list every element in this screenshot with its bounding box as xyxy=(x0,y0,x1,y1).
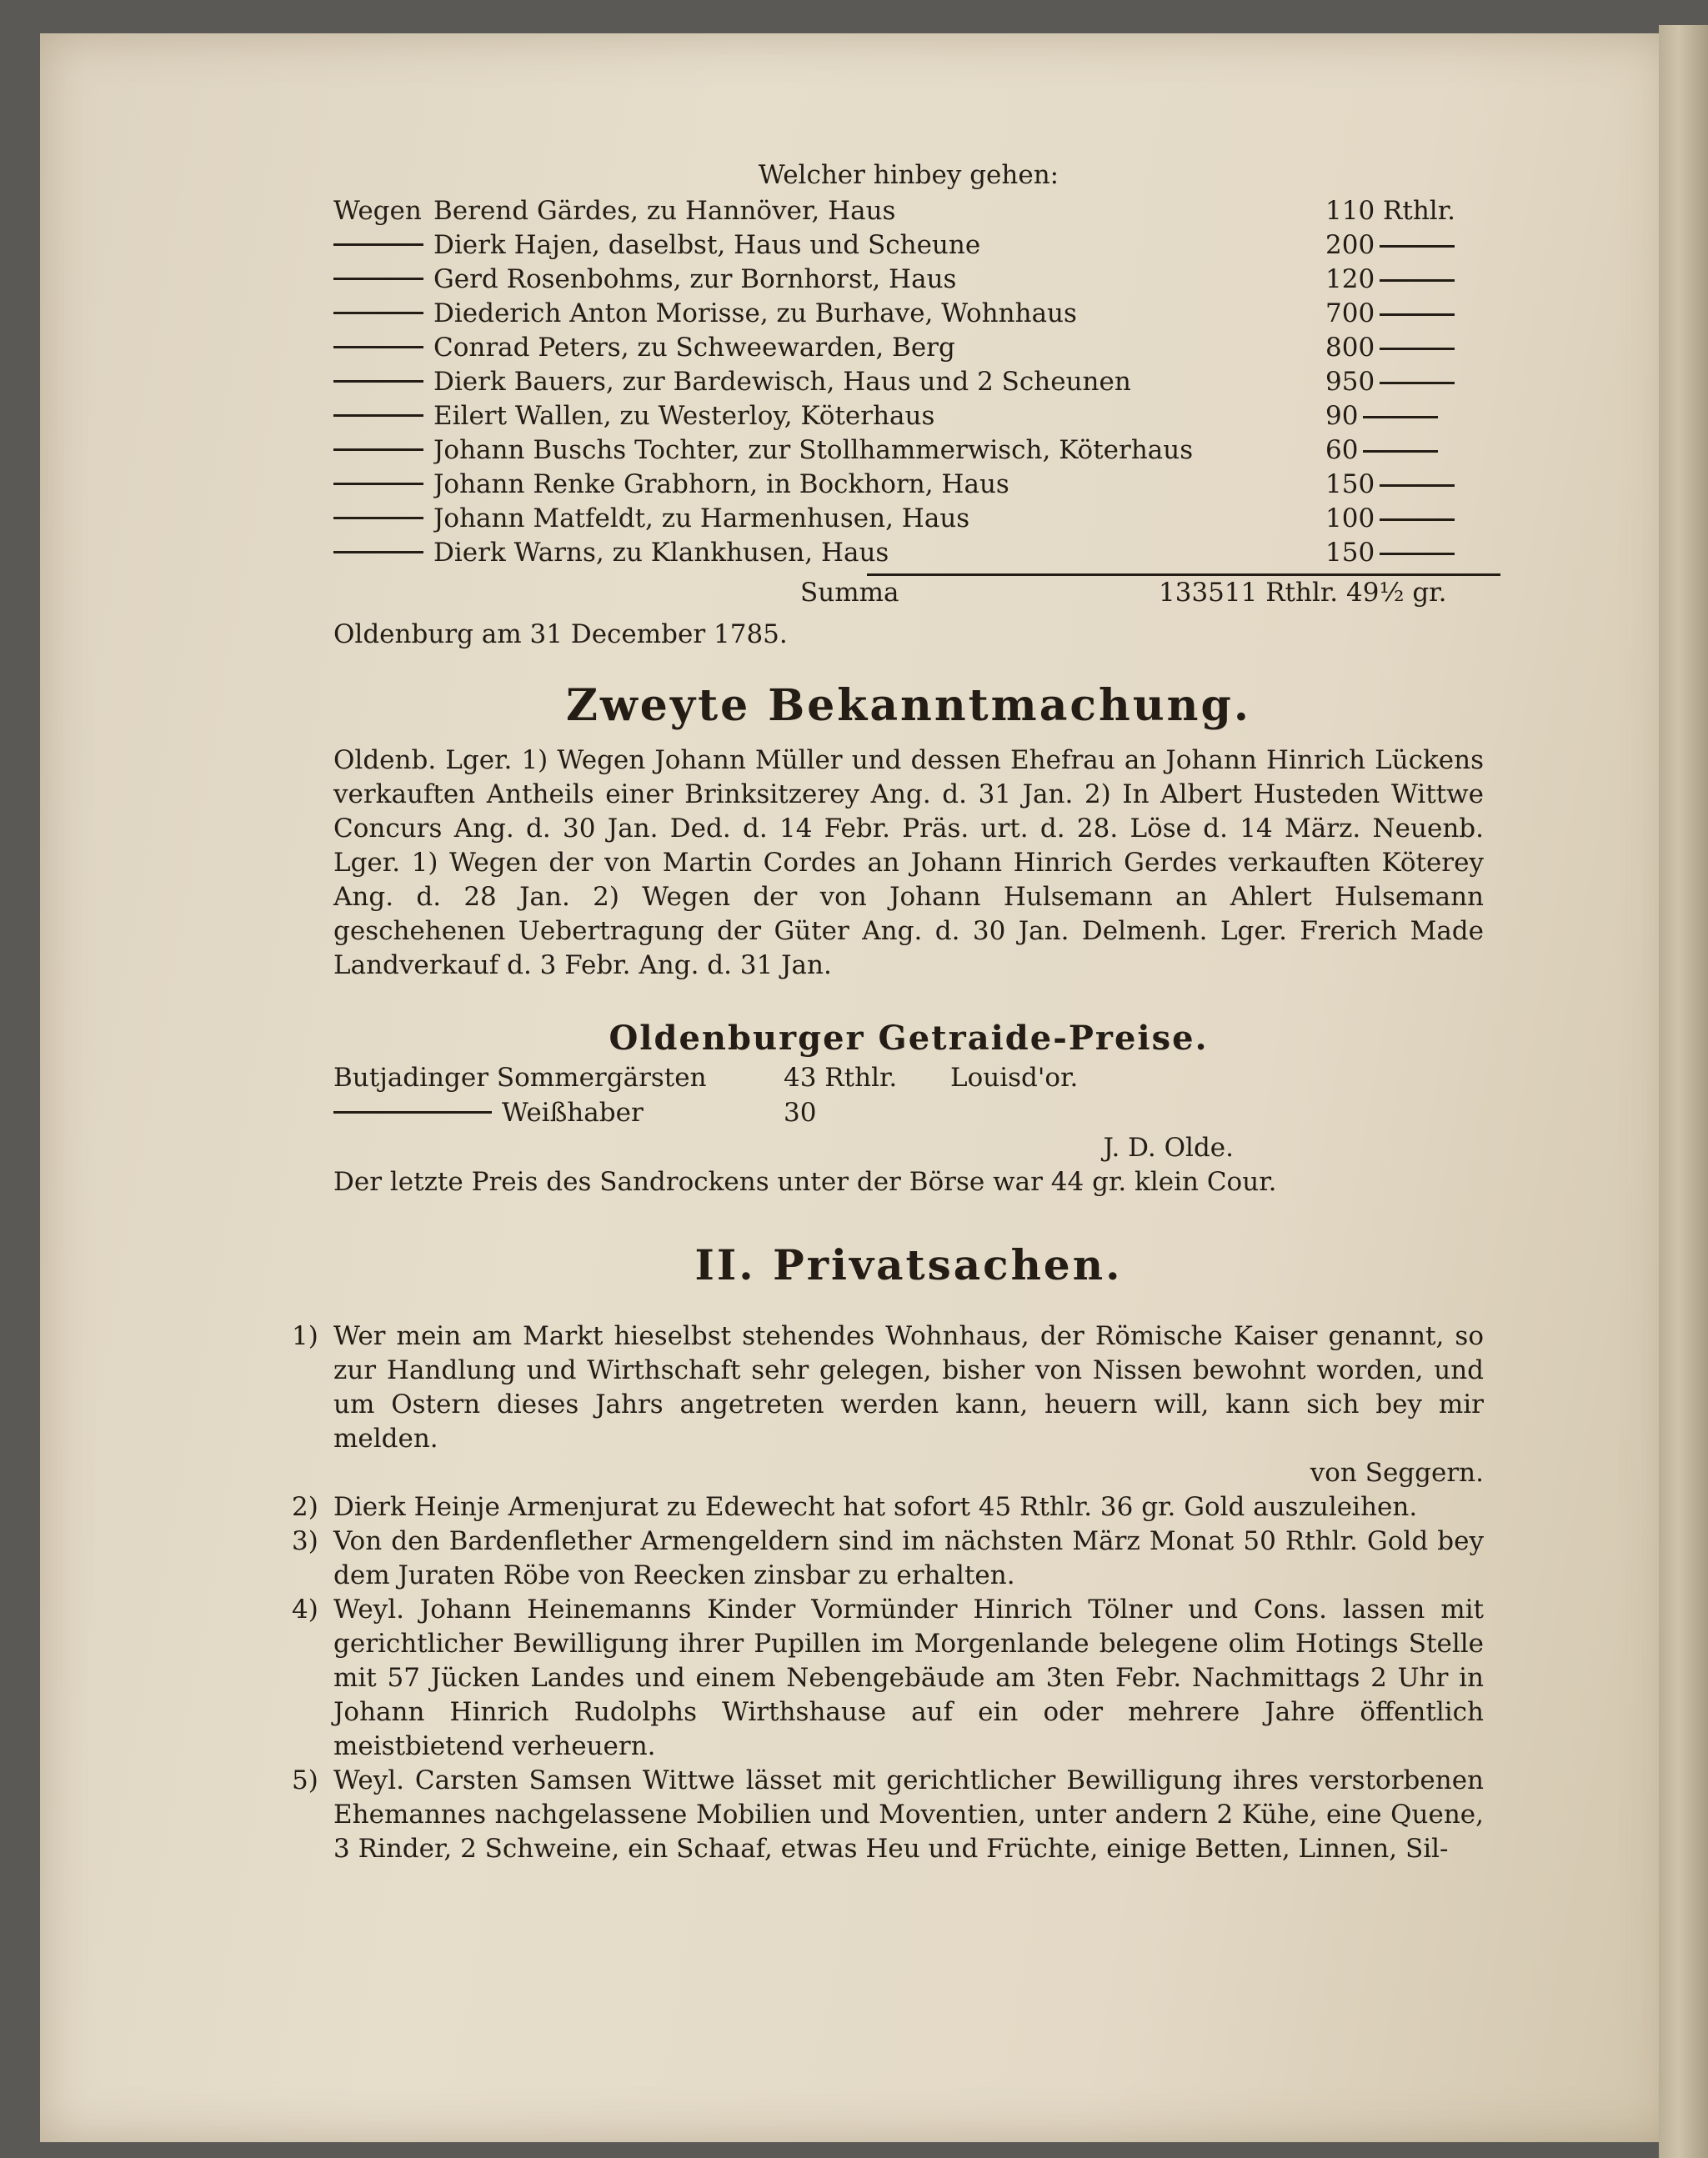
entry-amount: 700 xyxy=(1325,298,1375,328)
entry-amount-cell xyxy=(1325,263,1484,297)
entry-text: Eilert Wallen, zu Westerloy, Köterhaus xyxy=(433,401,935,431)
entry-text: Johann Renke Grabhorn, in Bockhorn, Haus xyxy=(433,469,1009,499)
entry-text: Dierk Bauers, zur Bardewisch, Haus und 2 Scheunen xyxy=(433,367,1131,397)
entry-amount: 150 xyxy=(1325,469,1375,499)
entry-text: Dierk Hajen, daselbst, Haus und Scheune xyxy=(433,230,981,260)
list-item xyxy=(333,433,1484,468)
list-item xyxy=(292,1525,1484,1593)
list-intro: Welcher hinbey gehen: xyxy=(758,160,1059,190)
item-text: Dierk Heinje Armenjurat zu Edewecht hat sofort 45 Rthlr. 36 gr. Gold auszuleihen. xyxy=(333,1492,1418,1522)
entry-prefix: Wegen xyxy=(333,196,422,226)
entry-text: Berend Gärdes, zu Hannöver, Haus xyxy=(433,196,896,226)
bekanntmachung-paragraph: Oldenb. Lger. 1) Wegen Johann Müller und dessen Ehefrau an Johann Hinrich Lückens verkauften Antheils einer Brinksitzerey Ang. d. 31 Jan. 2) In Albert Husteden Wittwe Concurs Ang. d. 30 Jan. Ded. d. 14 Febr. Präs. urt. d. 28. Löse d. 14 März. Neuenb. Lger. 1) Wegen der von Martin Cordes an Johann Hinrich Gerdes verkauften Köterey Ang. d. 28 Jan. 2) Wegen der von Johann Hulsemann an Ahlert Hulsemann geschehenen Uebertragung der Güter Ang. d. 30 Jan. Delmenh. Lger. Frerich Made Landverkauf d. 3 Febr. Ang. d. 31 Jan. xyxy=(333,745,1484,980)
entry-text: Diederich Anton Morisse, zu Burhave, Wohnhaus xyxy=(433,298,1077,328)
entry-text: Johann Matfeldt, zu Harmenhusen, Haus xyxy=(433,503,970,533)
entry-amount-cell xyxy=(1325,502,1484,536)
item-number: 1) xyxy=(292,1321,318,1351)
list-item xyxy=(333,331,1484,365)
entry-text: Johann Buschs Tochter, zur Stollhammerwisch, Köterhaus xyxy=(433,435,1194,465)
grain-label: Butjadinger Sommergärsten xyxy=(333,1063,707,1093)
date-line: Oldenburg am 31 December 1785. xyxy=(333,619,788,649)
dash xyxy=(333,433,433,468)
facing-page-edge xyxy=(1659,25,1708,2158)
summa-label: Summa xyxy=(800,578,899,608)
dash xyxy=(333,502,433,536)
grain-unit: Louisd'or. xyxy=(950,1063,1079,1093)
list-item xyxy=(292,1764,1484,1866)
list-item xyxy=(333,502,1484,536)
grain-value: 43 Rthlr. xyxy=(784,1063,898,1093)
entry-amount-cell xyxy=(1325,468,1484,502)
item-number: 5) xyxy=(292,1765,318,1795)
item-text: Weyl. Carsten Samsen Wittwe lässet mit gerichtlicher Bewilligung ihres verstorbenen Ehemannes nachgelassene Mobilien und Moventien, unter andern 2 Kühe, eine Quene, 3 Rinder, 2 Schweine, ein Schaaf, etwas Heu und Früchte, einige Betten, Linnen, Sil- xyxy=(333,1765,1484,1864)
entry-text: Conrad Peters, zu Schweewarden, Berg xyxy=(433,333,955,363)
entry-amount-cell xyxy=(1325,399,1484,433)
dash xyxy=(333,297,433,331)
grain-prices-heading: Oldenburger Getraide-Preise. xyxy=(609,1019,1209,1058)
grain-label-cell xyxy=(333,1096,784,1130)
entry-amount: 120 xyxy=(1325,264,1375,294)
summa-line xyxy=(800,576,1484,613)
grain-row xyxy=(333,1096,1484,1131)
list-item xyxy=(333,399,1484,433)
property-list xyxy=(333,194,1484,570)
list-item xyxy=(333,365,1484,399)
entry-amount: 800 xyxy=(1325,333,1375,363)
entry-amount-cell xyxy=(1325,228,1484,263)
item-number: 4) xyxy=(292,1595,318,1625)
dash xyxy=(333,263,433,297)
dash xyxy=(333,331,433,365)
list-item xyxy=(292,1319,1484,1456)
item-number: 2) xyxy=(292,1492,318,1522)
grain-value: 30 xyxy=(784,1098,817,1128)
entry-text: Gerd Rosenbohms, zur Bornhorst, Haus xyxy=(433,264,957,294)
list-item xyxy=(333,297,1484,331)
item-number: 3) xyxy=(292,1526,318,1556)
item-text: Weyl. Johann Heinemanns Kinder Vormünder Hinrich Tölner und Cons. lassen mit gerichtlicher Bewilligung ihrer Pupillen im Morgenlande belegene olim Hotings Stelle mit 57 Jücken Landes und einem Nebengebäude am 3ten Febr. Nachmittags 2 Uhr in Johann Hinrich Rudolphs Wirthshause auf ein oder mehrere Jahre öffentlich meistbietend verheuern. xyxy=(333,1595,1484,1761)
list-item xyxy=(333,468,1484,502)
grain-label: Weißhaber xyxy=(502,1098,644,1128)
item-text: Wer mein am Markt hieselbst stehendes Wohnhaus, der Römische Kaiser genannt, so zur Handlung und Wirthschaft sehr gelegen, bisher von Nissen bewohnt worden, und um Ostern dieses Jahrs angetreten werden kann, heuern will, kann sich bey mir melden. xyxy=(333,1321,1484,1454)
entry-text: Dierk Warns, zu Klankhusen, Haus xyxy=(433,538,889,568)
item-signature: von Seggern. xyxy=(1310,1458,1484,1488)
list-item xyxy=(333,536,1484,570)
sandrocken-price: Der letzte Preis des Sandrockens unter der Börse war 44 gr. klein Cour. xyxy=(333,1167,1277,1197)
dash xyxy=(333,228,433,263)
section-heading-privatsachen: II. Privatsachen. xyxy=(694,1240,1123,1289)
dash xyxy=(333,365,433,399)
item-text: Von den Bardenflether Armengeldern sind im nächsten März Monat 50 Rthlr. Gold bey dem Juraten Röbe von Reecken zinsbar zu erhalten. xyxy=(333,1526,1484,1590)
summa-value: 133511 Rthlr. 49½ gr. xyxy=(1159,578,1447,608)
dash xyxy=(333,468,433,502)
entry-amount-cell xyxy=(1325,331,1484,365)
entry-amount: 200 xyxy=(1325,230,1375,260)
entry-amount: 950 xyxy=(1325,367,1375,397)
entry-amount-cell xyxy=(1325,297,1484,331)
entry-amount: 90 xyxy=(1325,401,1359,431)
dash xyxy=(333,399,433,433)
entry-amount: 110 Rthlr. xyxy=(1325,196,1455,226)
list-item xyxy=(333,263,1484,297)
entry-amount: 100 xyxy=(1325,503,1375,533)
entry-amount-cell xyxy=(1325,365,1484,399)
list-item xyxy=(333,228,1484,263)
entry-amount: 60 xyxy=(1325,435,1359,465)
heading-zweyte-bekanntmachung: Zweyte Bekanntmachung. xyxy=(566,680,1251,731)
dash xyxy=(333,536,433,570)
page-content xyxy=(292,158,1484,1866)
grain-row xyxy=(333,1061,1484,1096)
entry-amount-cell xyxy=(1325,433,1484,468)
entry-amount: 150 xyxy=(1325,538,1375,568)
list-item xyxy=(292,1490,1484,1525)
grain-signature: J. D. Olde. xyxy=(1103,1133,1234,1163)
list-item xyxy=(292,1593,1484,1764)
entry-amount-cell xyxy=(1325,536,1484,570)
list-item xyxy=(333,194,1484,228)
